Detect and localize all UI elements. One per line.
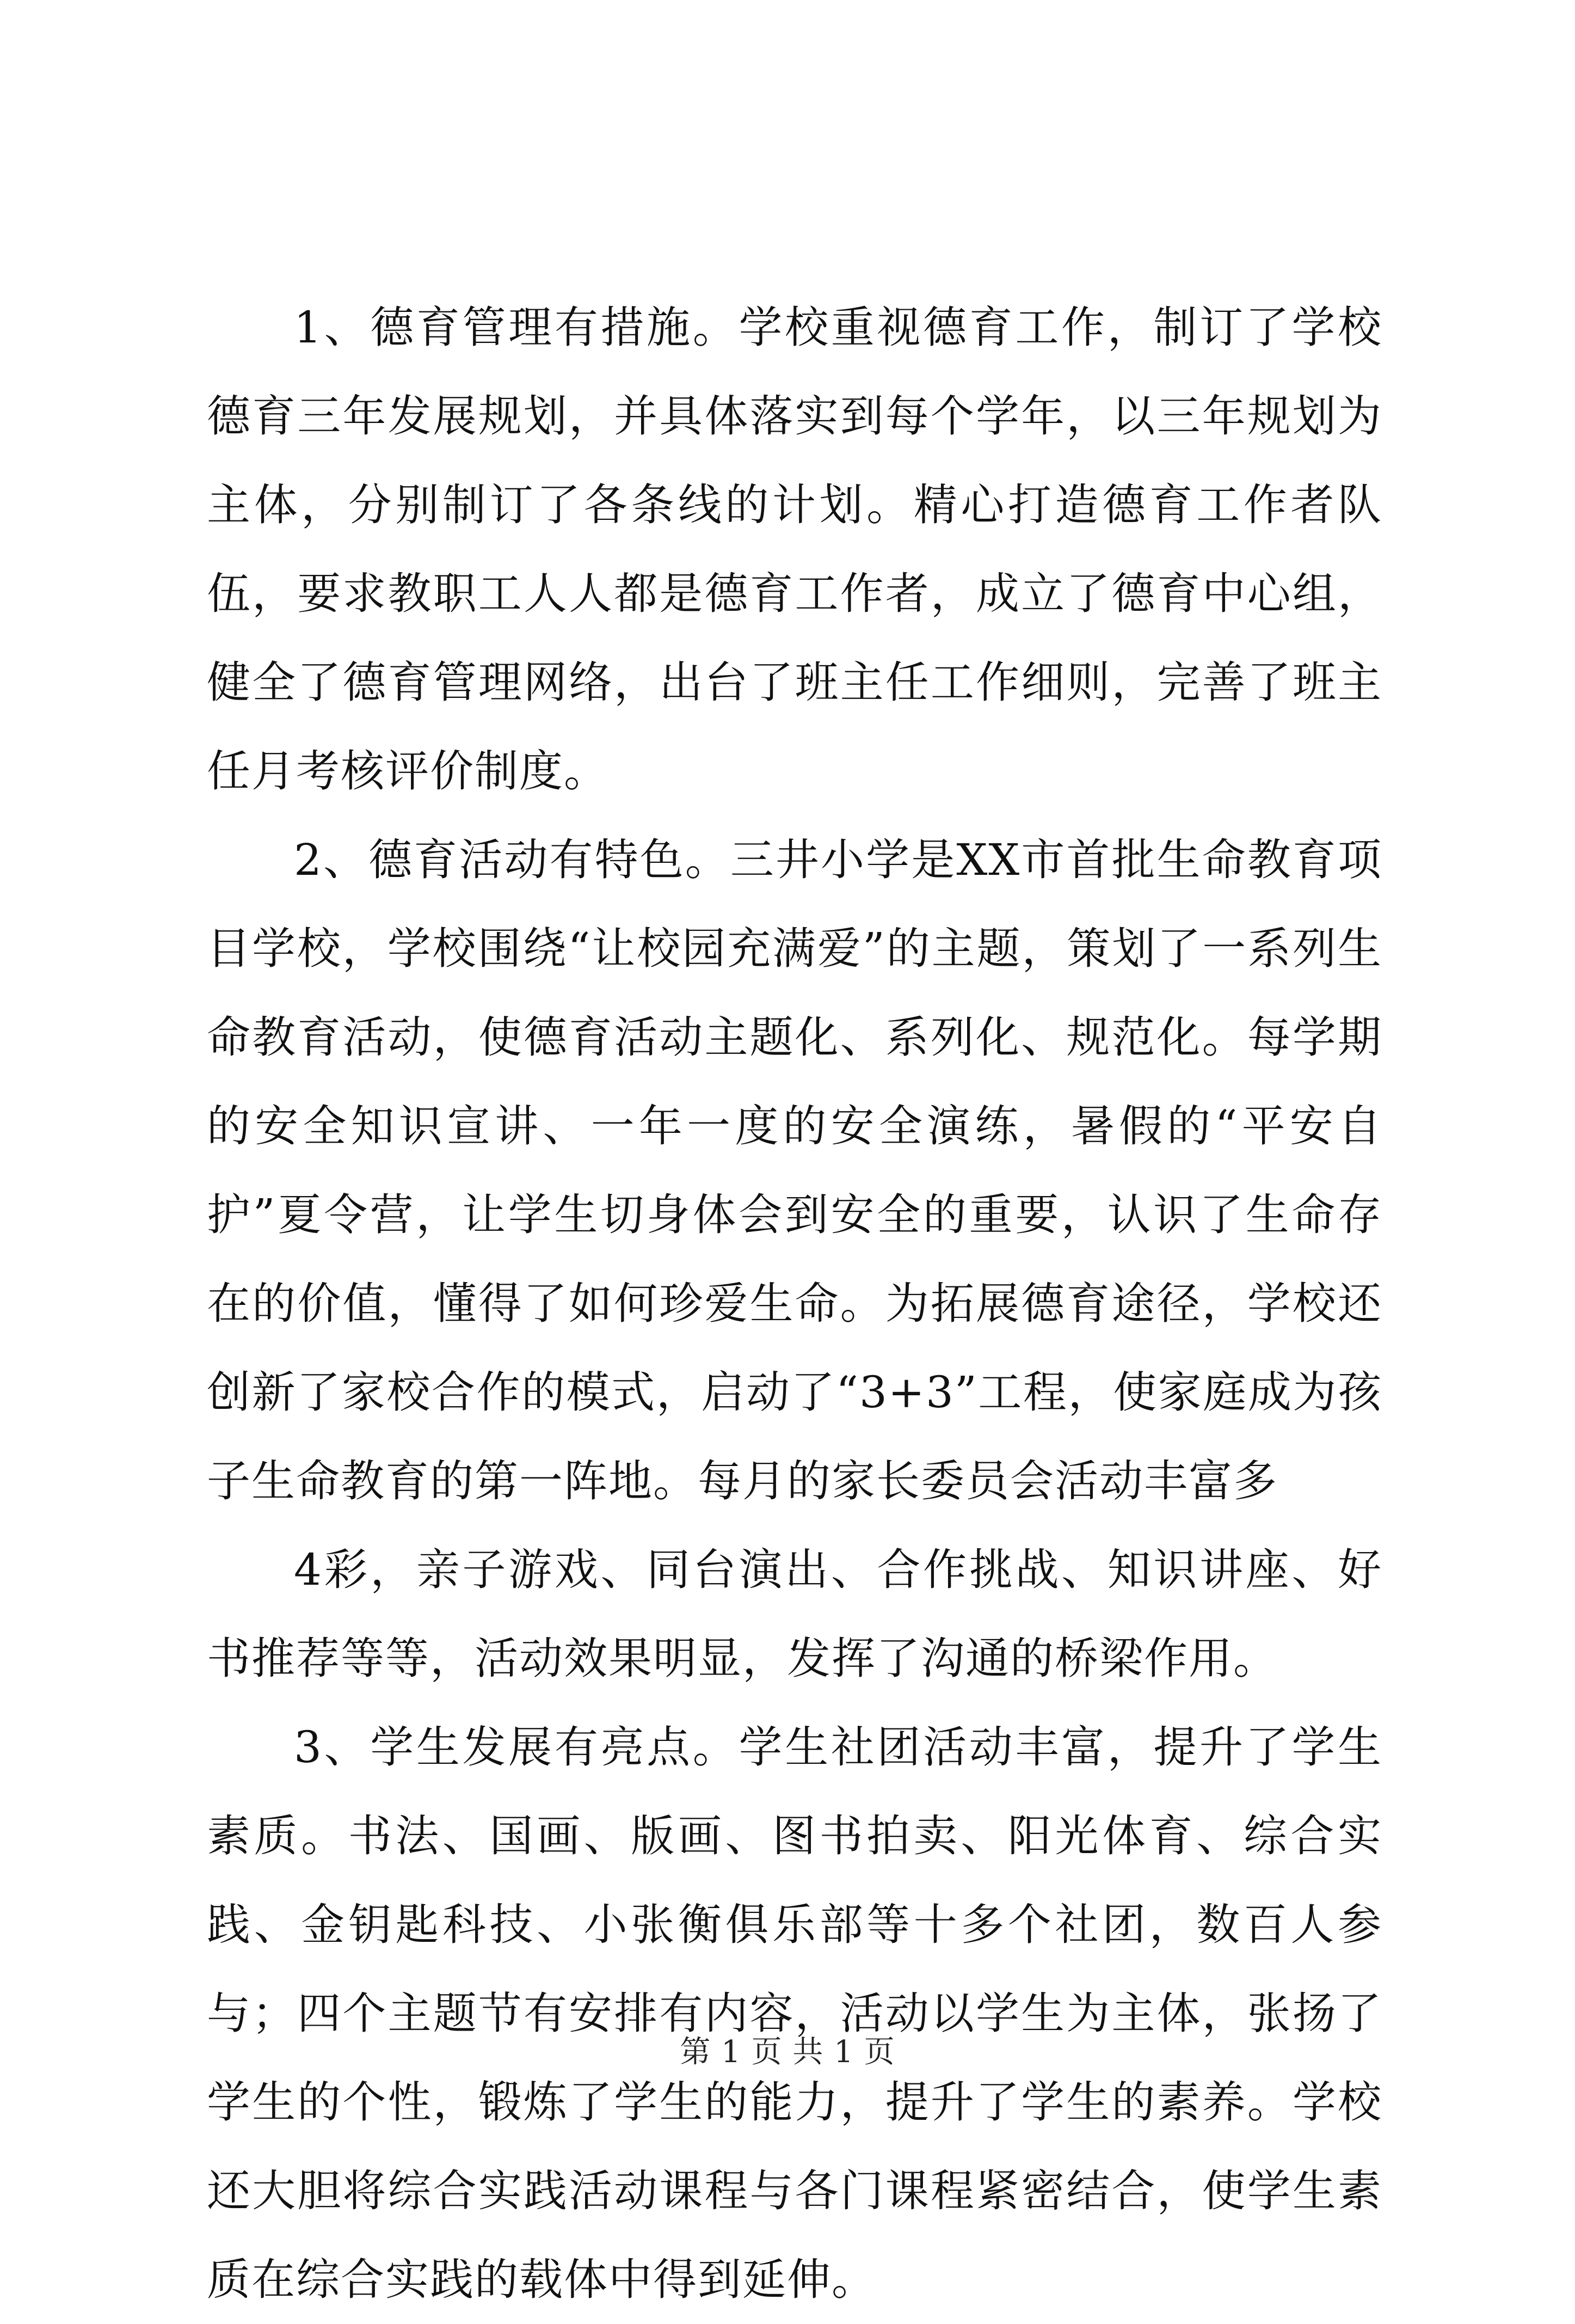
page-footer: 第 1 页 共 1 页 (680, 2034, 895, 2070)
paragraph-moral-management: 1、德育管理有措施。学校重视德育工作，制订了学校德育三年发展规划，并具体落实到每个学年，以三年规划为主体，分别制订了各条线的计划。精心打造德育工作者队伍，要求教职工人人都是德育工作者，成立了德育中心组，健全了德育管理网络，出台了班主任工作细则，完善了班主任月考核评价制度。 (207, 302, 1382, 796)
paragraph-activities-continued: 4彩，亲子游戏、同台演出、合作挑战、知识讲座、好书推荐等等，活动效果明显，发挥了沟通的桥梁作用。 (207, 1544, 1382, 1684)
document-body (207, 283, 1382, 2324)
paragraph-student-development: 3、学生发展有亮点。学生社团活动丰富，提升了学生素质。书法、国画、版画、图书拍卖、阳光体育、综合实践、金钥匙科技、小张衡俱乐部等十多个社团，数百人参与；四个主题节有安排有内容，活动以学生为主体，张扬了学生的个性，锻炼了学生的能力，提升了学生的素养。学校还大胆将综合实践活动课程与各门课程紧密结合，使学生素质在综合实践的载体中得到延伸。 (207, 1722, 1382, 2305)
paragraph-moral-activities: 2、德育活动有特色。三井小学是XX市首批生命教育项目学校，学校围绕“让校园充满爱”的主题，策划了一系列生命教育活动，使德育活动主题化、系列化、规范化。每学期的安全知识宣讲、一年一度的安全演练，暑假的“平安自护”夏令营，让学生切身体会到安全的重要，认识了生命存在的价值，懂得了如何珍爱生命。为拓展德育途径，学校还创新了家校合作的模式，启动了“3+3”工程，使家庭成为孩子生命教育的第一阵地。每月的家长委员会活动丰富多 (207, 835, 1382, 1506)
